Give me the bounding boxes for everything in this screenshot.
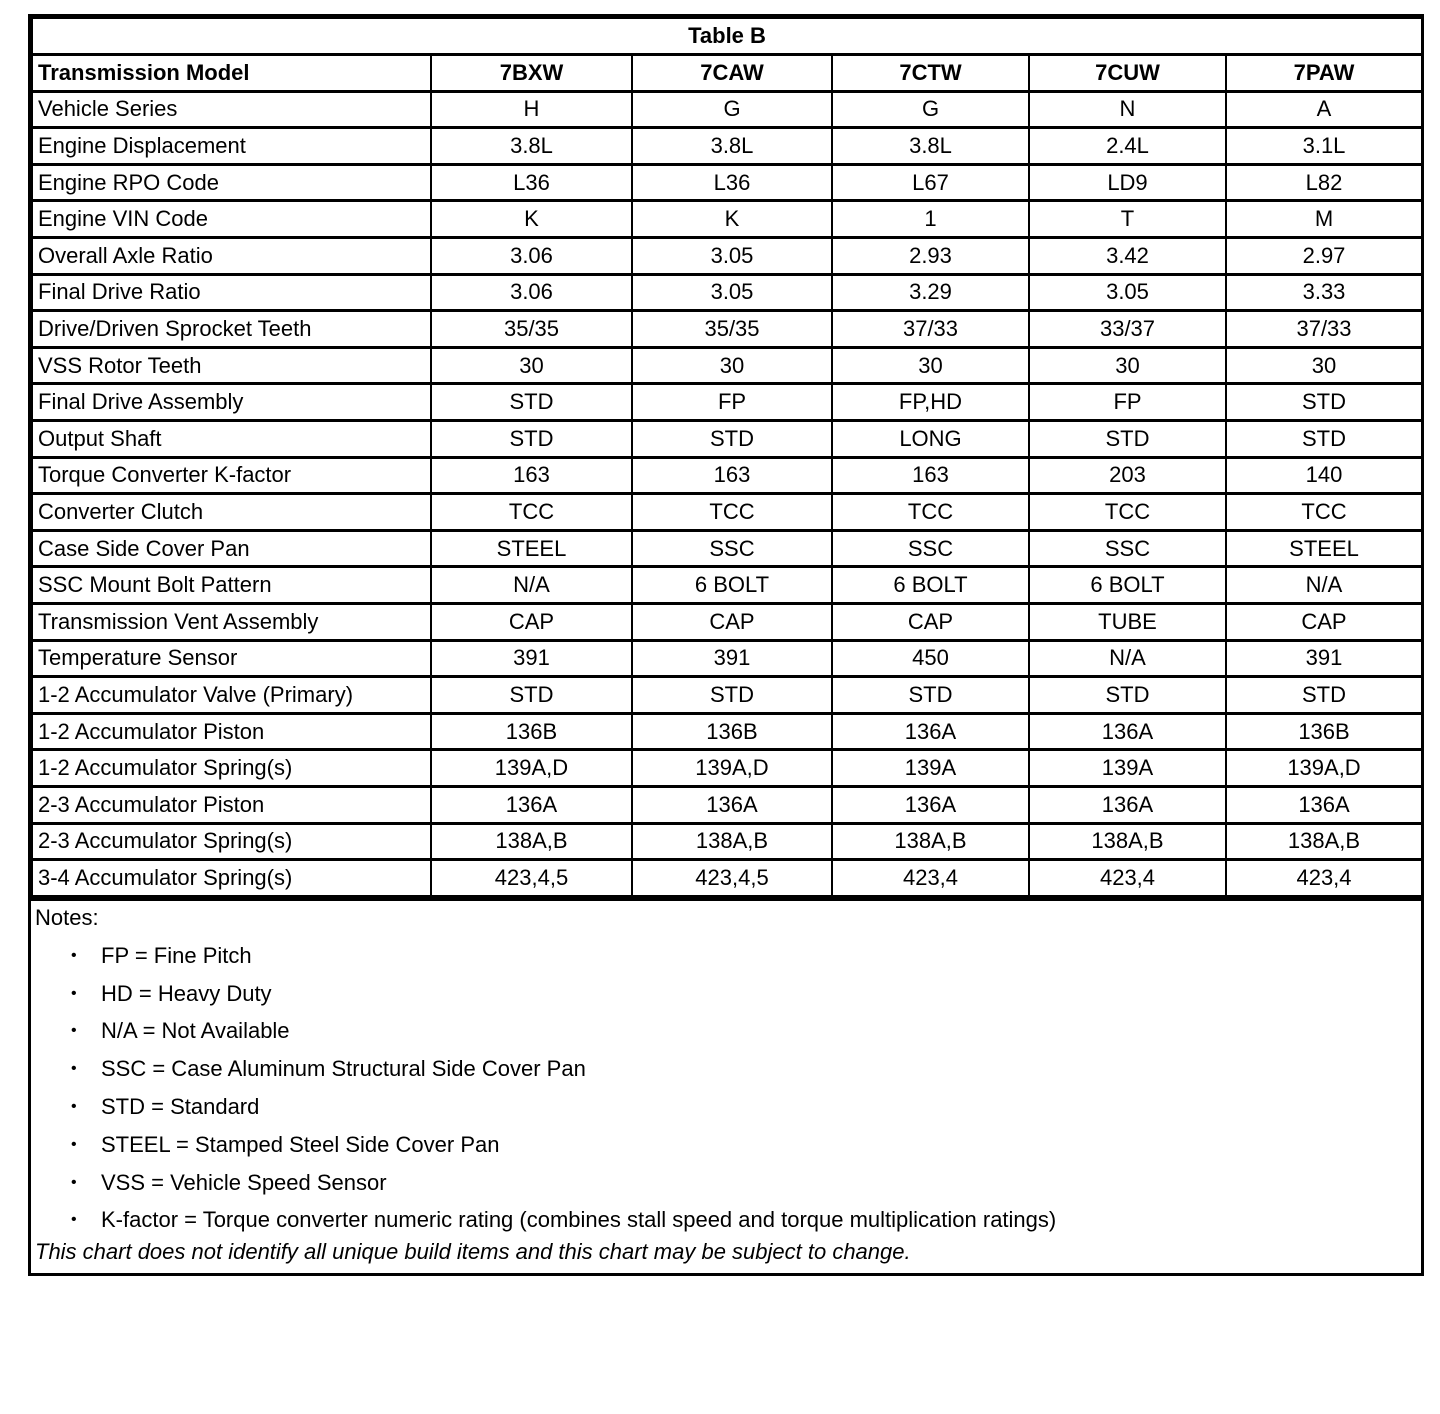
table-cell: 139A,D bbox=[431, 750, 632, 787]
table-cell: 138A,B bbox=[832, 823, 1029, 860]
row-label: 2-3 Accumulator Spring(s) bbox=[32, 823, 431, 860]
table-cell: 30 bbox=[632, 347, 832, 384]
table-cell: STEEL bbox=[431, 530, 632, 567]
table-row bbox=[32, 421, 1422, 458]
table-cell: 3.8L bbox=[832, 128, 1029, 165]
table-cell: STD bbox=[1226, 677, 1422, 714]
table-cell: FP,HD bbox=[832, 384, 1029, 421]
table-row bbox=[32, 530, 1422, 567]
row-label: VSS Rotor Teeth bbox=[32, 347, 431, 384]
table-cell: STD bbox=[1029, 421, 1226, 458]
table-cell: 136A bbox=[632, 786, 832, 823]
note-item bbox=[71, 1164, 1421, 1202]
table-cell: TCC bbox=[832, 494, 1029, 531]
table-cell: 139A bbox=[1029, 750, 1226, 787]
table-cell: 163 bbox=[832, 457, 1029, 494]
table-cell: 391 bbox=[632, 640, 832, 677]
bullet-icon: • bbox=[71, 1211, 77, 1229]
table-cell: 1 bbox=[832, 201, 1029, 238]
table-cell: 423,4 bbox=[1226, 860, 1422, 897]
table-cell: 423,4 bbox=[832, 860, 1029, 897]
table-cell: STD bbox=[1226, 384, 1422, 421]
row-label: Temperature Sensor bbox=[32, 640, 431, 677]
table-cell: LD9 bbox=[1029, 164, 1226, 201]
table-cell: A bbox=[1226, 91, 1422, 128]
transmission-spec-table bbox=[31, 17, 1423, 898]
table-cell: 136A bbox=[431, 786, 632, 823]
table-cell: 35/35 bbox=[632, 311, 832, 348]
model-header: 7PAW bbox=[1226, 55, 1422, 92]
table-cell: 30 bbox=[1029, 347, 1226, 384]
table-title: Table B bbox=[32, 18, 1422, 55]
table-cell: 136A bbox=[832, 713, 1029, 750]
table-row bbox=[32, 567, 1422, 604]
table-cell: CAP bbox=[832, 604, 1029, 641]
row-label: 1-2 Accumulator Spring(s) bbox=[32, 750, 431, 787]
table-cell: L82 bbox=[1226, 164, 1422, 201]
table-cell: CAP bbox=[431, 604, 632, 641]
notes-list bbox=[35, 937, 1421, 1239]
table-cell: 3.1L bbox=[1226, 128, 1422, 165]
table-cell: 33/37 bbox=[1029, 311, 1226, 348]
row-label: 3-4 Accumulator Spring(s) bbox=[32, 860, 431, 897]
model-header: 7BXW bbox=[431, 55, 632, 92]
table-cell: N bbox=[1029, 91, 1226, 128]
table-cell: FP bbox=[1029, 384, 1226, 421]
bullet-icon: • bbox=[71, 1060, 77, 1078]
note-text: N/A = Not Available bbox=[101, 1018, 290, 1044]
table-row bbox=[32, 347, 1422, 384]
table-cell: 163 bbox=[632, 457, 832, 494]
table-cell: 139A,D bbox=[632, 750, 832, 787]
row-label: Engine Displacement bbox=[32, 128, 431, 165]
table-row bbox=[32, 311, 1422, 348]
table-row bbox=[32, 677, 1422, 714]
table-cell: 138A,B bbox=[431, 823, 632, 860]
table-cell: 136A bbox=[1226, 786, 1422, 823]
table-cell: FP bbox=[632, 384, 832, 421]
table-cell: SSC bbox=[1029, 530, 1226, 567]
row-label: 2-3 Accumulator Piston bbox=[32, 786, 431, 823]
note-text: VSS = Vehicle Speed Sensor bbox=[101, 1169, 387, 1195]
row-label: Final Drive Assembly bbox=[32, 384, 431, 421]
table-cell: 2.97 bbox=[1226, 238, 1422, 275]
row-label: Vehicle Series bbox=[32, 91, 431, 128]
table-cell: L36 bbox=[632, 164, 832, 201]
row-label: Transmission Vent Assembly bbox=[32, 604, 431, 641]
table-cell: 136A bbox=[832, 786, 1029, 823]
table-cell: STD bbox=[832, 677, 1029, 714]
table-cell: STD bbox=[632, 421, 832, 458]
table-cell: 3.05 bbox=[1029, 274, 1226, 311]
note-item bbox=[71, 1050, 1421, 1088]
table-cell: SSC bbox=[832, 530, 1029, 567]
table-cell: G bbox=[832, 91, 1029, 128]
note-text: K-factor = Torque converter numeric rating (combines stall speed and torque multiplication ratings) bbox=[101, 1207, 1057, 1233]
note-item bbox=[71, 937, 1421, 975]
table-cell: 6 BOLT bbox=[632, 567, 832, 604]
table-cell: STD bbox=[431, 384, 632, 421]
table-row bbox=[32, 786, 1422, 823]
table-title-row bbox=[32, 18, 1422, 55]
notes-section bbox=[31, 898, 1421, 1273]
table-cell: CAP bbox=[1226, 604, 1422, 641]
note-item bbox=[71, 1126, 1421, 1164]
table-cell: 136A bbox=[1029, 713, 1226, 750]
table-cell: 3.05 bbox=[632, 274, 832, 311]
model-header: 7CAW bbox=[632, 55, 832, 92]
table-cell: 139A,D bbox=[1226, 750, 1422, 787]
table-cell: 136B bbox=[431, 713, 632, 750]
table-row bbox=[32, 164, 1422, 201]
row-label: 1-2 Accumulator Piston bbox=[32, 713, 431, 750]
disclaimer-text: This chart does not identify all unique build items and this chart may be subject to change. bbox=[35, 1239, 911, 1265]
table-cell: L67 bbox=[832, 164, 1029, 201]
model-header: 7CTW bbox=[832, 55, 1029, 92]
document-table-b bbox=[28, 14, 1424, 1276]
note-text: STD = Standard bbox=[101, 1093, 260, 1119]
table-cell: 37/33 bbox=[1226, 311, 1422, 348]
bullet-icon: • bbox=[71, 1022, 77, 1040]
table-cell: 30 bbox=[1226, 347, 1422, 384]
table-row bbox=[32, 604, 1422, 641]
table-row bbox=[32, 238, 1422, 275]
table-row bbox=[32, 860, 1422, 897]
table-cell: 3.29 bbox=[832, 274, 1029, 311]
header-label: Transmission Model bbox=[32, 55, 431, 92]
table-row bbox=[32, 823, 1422, 860]
note-item bbox=[71, 1012, 1421, 1050]
table-cell: 30 bbox=[431, 347, 632, 384]
table-row bbox=[32, 91, 1422, 128]
table-cell: 3.06 bbox=[431, 274, 632, 311]
table-cell: 136A bbox=[1029, 786, 1226, 823]
table-cell: 138A,B bbox=[1226, 823, 1422, 860]
table-cell: STD bbox=[1029, 677, 1226, 714]
table-cell: 139A bbox=[832, 750, 1029, 787]
table-cell: 3.8L bbox=[431, 128, 632, 165]
table-cell: 3.42 bbox=[1029, 238, 1226, 275]
row-label: 1-2 Accumulator Valve (Primary) bbox=[32, 677, 431, 714]
table-cell: STD bbox=[632, 677, 832, 714]
table-cell: STEEL bbox=[1226, 530, 1422, 567]
table-cell: K bbox=[431, 201, 632, 238]
bullet-icon: • bbox=[71, 984, 77, 1002]
header-row bbox=[32, 55, 1422, 92]
table-cell: 450 bbox=[832, 640, 1029, 677]
table-row bbox=[32, 457, 1422, 494]
table-cell: K bbox=[632, 201, 832, 238]
note-text: FP = Fine Pitch bbox=[101, 942, 252, 968]
bullet-icon: • bbox=[71, 1097, 77, 1115]
table-cell: TCC bbox=[1029, 494, 1226, 531]
table-row bbox=[32, 201, 1422, 238]
note-text: SSC = Case Aluminum Structural Side Cover Pan bbox=[101, 1056, 586, 1082]
table-cell: 203 bbox=[1029, 457, 1226, 494]
table-cell: 138A,B bbox=[1029, 823, 1226, 860]
table-cell: 391 bbox=[1226, 640, 1422, 677]
table-cell: CAP bbox=[632, 604, 832, 641]
table-cell: 37/33 bbox=[832, 311, 1029, 348]
row-label: Torque Converter K-factor bbox=[32, 457, 431, 494]
row-label: Engine VIN Code bbox=[32, 201, 431, 238]
note-text: HD = Heavy Duty bbox=[101, 980, 272, 1006]
table-row bbox=[32, 494, 1422, 531]
table-cell: STD bbox=[431, 421, 632, 458]
table-cell: 35/35 bbox=[431, 311, 632, 348]
table-cell: 140 bbox=[1226, 457, 1422, 494]
table-cell: 136B bbox=[632, 713, 832, 750]
row-label: Output Shaft bbox=[32, 421, 431, 458]
table-row bbox=[32, 128, 1422, 165]
notes-title: Notes: bbox=[35, 904, 99, 930]
table-cell: LONG bbox=[832, 421, 1029, 458]
table-cell: G bbox=[632, 91, 832, 128]
table-cell: N/A bbox=[1226, 567, 1422, 604]
table-row bbox=[32, 640, 1422, 677]
table-cell: 2.4L bbox=[1029, 128, 1226, 165]
table-cell: 30 bbox=[832, 347, 1029, 384]
model-header: 7CUW bbox=[1029, 55, 1226, 92]
row-label: Final Drive Ratio bbox=[32, 274, 431, 311]
table-cell: 3.05 bbox=[632, 238, 832, 275]
table-row bbox=[32, 384, 1422, 421]
bullet-icon: • bbox=[71, 1135, 77, 1153]
table-cell: STD bbox=[1226, 421, 1422, 458]
table-row bbox=[32, 713, 1422, 750]
table-cell: N/A bbox=[1029, 640, 1226, 677]
table-cell: 3.33 bbox=[1226, 274, 1422, 311]
table-cell: 3.8L bbox=[632, 128, 832, 165]
table-row bbox=[32, 750, 1422, 787]
table-cell: 6 BOLT bbox=[832, 567, 1029, 604]
table-cell: M bbox=[1226, 201, 1422, 238]
table-cell: TCC bbox=[632, 494, 832, 531]
table-cell: 423,4,5 bbox=[431, 860, 632, 897]
row-label: Converter Clutch bbox=[32, 494, 431, 531]
table-cell: 391 bbox=[431, 640, 632, 677]
bullet-icon: • bbox=[71, 1173, 77, 1191]
note-item bbox=[71, 1201, 1421, 1239]
bullet-icon: • bbox=[71, 946, 77, 964]
table-body bbox=[32, 91, 1422, 896]
table-cell: 6 BOLT bbox=[1029, 567, 1226, 604]
row-label: Engine RPO Code bbox=[32, 164, 431, 201]
table-cell: SSC bbox=[632, 530, 832, 567]
table-cell: STD bbox=[431, 677, 632, 714]
note-item bbox=[71, 1088, 1421, 1126]
table-cell: TCC bbox=[431, 494, 632, 531]
table-cell: 2.93 bbox=[832, 238, 1029, 275]
row-label: Case Side Cover Pan bbox=[32, 530, 431, 567]
row-label: SSC Mount Bolt Pattern bbox=[32, 567, 431, 604]
row-label: Drive/Driven Sprocket Teeth bbox=[32, 311, 431, 348]
table-row bbox=[32, 274, 1422, 311]
table-cell: L36 bbox=[431, 164, 632, 201]
table-cell: TCC bbox=[1226, 494, 1422, 531]
table-cell: 136B bbox=[1226, 713, 1422, 750]
table-cell: T bbox=[1029, 201, 1226, 238]
table-cell: H bbox=[431, 91, 632, 128]
note-text: STEEL = Stamped Steel Side Cover Pan bbox=[101, 1131, 500, 1157]
note-item bbox=[71, 975, 1421, 1013]
table-cell: 138A,B bbox=[632, 823, 832, 860]
table-cell: 423,4,5 bbox=[632, 860, 832, 897]
row-label: Overall Axle Ratio bbox=[32, 238, 431, 275]
table-cell: 3.06 bbox=[431, 238, 632, 275]
table-cell: N/A bbox=[431, 567, 632, 604]
table-cell: 163 bbox=[431, 457, 632, 494]
table-cell: TUBE bbox=[1029, 604, 1226, 641]
table-cell: 423,4 bbox=[1029, 860, 1226, 897]
